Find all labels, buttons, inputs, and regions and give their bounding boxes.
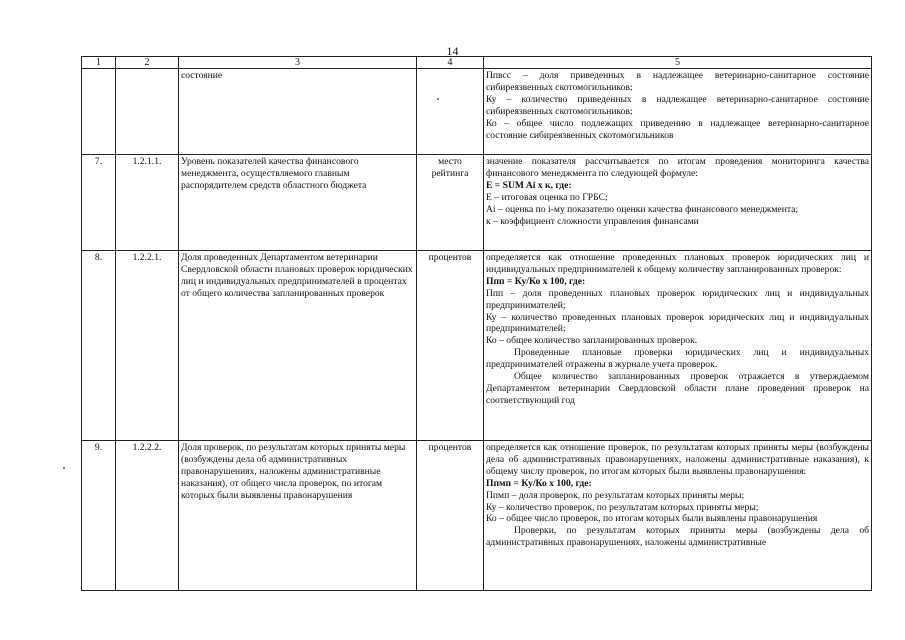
unit-cell: процентов <box>417 441 484 591</box>
method-paragraph: определяется как отношение проведенных плановых проверок юридических лиц и индивидуальных предпринимателей к общему количеству запланированных проверок: <box>486 252 869 275</box>
method-paragraph: Ппвсс – доля приведенных в надлежащее ветеринарно-санитарное состояние сибиреязвенных скотомогильников; <box>486 70 869 93</box>
method-paragraph: Ку – количество приведенных в надлежащее ветеринарно-санитарное состояние сибиреязвенных скотомогильников; <box>486 93 869 117</box>
method-paragraph: значение показателя рассчитывается по итогам проведения мониторинга качества финансового менеджмента по следующей формуле: <box>486 156 869 179</box>
formula-text: Ппп = Ку/Ко х 100, где: <box>486 275 586 287</box>
method-paragraph: определяется как отношение проверок, по результатам которых приняты меры (возбуждены дела об административных правонарушениях, наложены административные наказания), к общему числу проверок, по итогам которых были выявлены правонарушения: <box>486 442 869 477</box>
method-paragraph: Ппп – доля проведенных плановых проверок юридических лиц и индивидуальных предпринимателей; <box>486 287 869 311</box>
method-paragraph: Проверки, по результатам которых приняты меры (возбуждены дела об административных правонарушениях, наложены административные <box>486 525 869 549</box>
row-number-cell <box>82 69 116 155</box>
method-paragraph: Ку – количество проведенных плановых проверок юридических лиц и индивидуальных предпринимателей; <box>486 311 869 335</box>
method-paragraph: к – коэффициент сложности управления финансами <box>486 215 699 227</box>
method-paragraph: E – итоговая оценка по ГРБС; <box>486 191 608 203</box>
table-row <box>82 69 872 155</box>
indicators-table <box>81 56 872 591</box>
method-paragraph: Ко – общее число подлежащих приведению в надлежащее ветеринарно-санитарное состояние сибиреязвенных скотомогильников <box>486 117 869 141</box>
formula-text: Ппмп = Ку/Ко х 100, где: <box>486 477 592 489</box>
row-number-cell: 9. <box>82 441 116 591</box>
calculation-method-cell <box>484 69 872 155</box>
table-row <box>82 441 872 591</box>
unit-cell: место рейтинга <box>417 155 484 251</box>
row-number-cell: 8. <box>82 251 116 441</box>
indicator-code-cell: 1.2.1.1. <box>116 155 179 251</box>
indicator-name-cell: Доля проверок, по результатам которых приняты меры (возбуждены дела об административных правонарушениях, наложены административные наказания), от общего числа проверок, по итогам которых были выявлены правонарушения <box>179 441 417 591</box>
indicator-code-cell: 1.2.2.2. <box>116 441 179 591</box>
header-row <box>82 57 872 69</box>
scan-speck <box>63 467 65 469</box>
method-paragraph: Общее количество запланированных проверок отражается в утверждаемом Департаментом ветеринарии Свердловской области плане проведения проверок на соответствующий год <box>486 371 869 406</box>
method-paragraph: Ко – общее число проверок, по итогам которых были выявлены правонарушения <box>486 513 818 525</box>
indicator-name-cell: Уровень показателей качества финансового менеджмента, осуществляемого главным распорядителем средств областного бюджета <box>179 155 417 251</box>
method-paragraph: Ппмп – доля проверок, по результатам которых приняты меры; <box>486 489 745 501</box>
unit-cell: процентов <box>417 251 484 441</box>
row-number-cell: 7. <box>82 155 116 251</box>
method-paragraph: Ку – количество проверок, по результатам которых приняты меры; <box>486 501 759 513</box>
header-cell-2: 2 <box>116 57 179 69</box>
indicator-code-cell <box>116 69 179 155</box>
method-paragraph: Ai – оценка по i-му показателю оценки качества финансового менеджмента; <box>486 203 799 215</box>
calculation-method-cell <box>484 251 872 441</box>
indicator-name-cell: состояние <box>179 69 417 155</box>
method-paragraph: Ко – общее количество запланированных проверок. <box>486 335 698 347</box>
table-row <box>82 155 872 251</box>
header-cell-4: 4 <box>417 57 484 69</box>
unit-cell <box>417 69 484 155</box>
calculation-method-cell <box>484 155 872 251</box>
calculation-method-cell <box>484 441 872 591</box>
indicator-code-cell: 1.2.2.1. <box>116 251 179 441</box>
scan-speck <box>437 98 439 100</box>
page-number: 14 <box>446 44 459 58</box>
header-cell-3: 3 <box>179 57 417 69</box>
header-cell-1: 1 <box>82 57 116 69</box>
method-paragraph: Проведенные плановые проверки юридических лиц и индивидуальных предпринимателей отражены в журнале учета проверок. <box>486 347 869 371</box>
formula-text: E = SUM Ai x к, где: <box>486 179 572 191</box>
indicator-name-cell: Доля проведенных Департаментом ветеринарии Свердловской области плановых проверок юридических лиц и индивидуальных предпринимателей в процентах от общего количества запланированных проверок <box>179 251 417 441</box>
header-cell-5: 5 <box>484 57 872 69</box>
table-row <box>82 251 872 441</box>
